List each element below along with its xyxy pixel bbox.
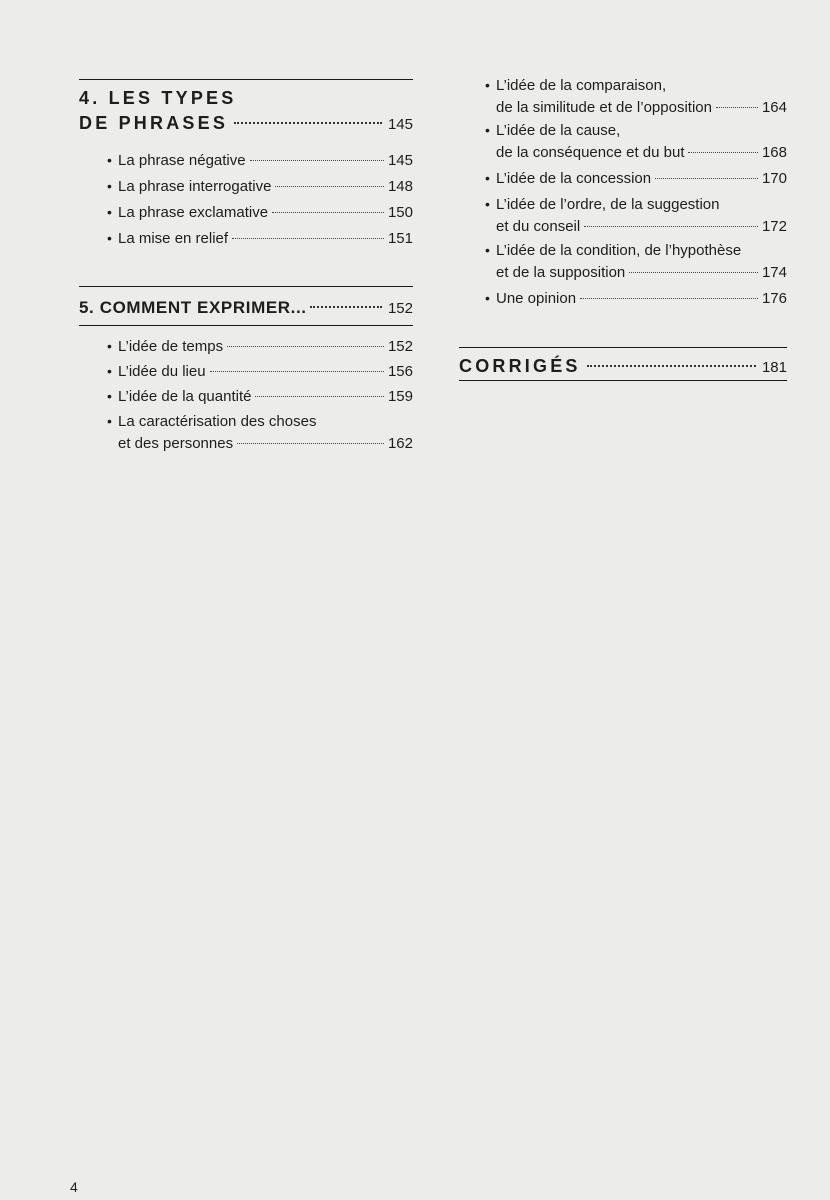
entry-text: La phrase exclamative [118,204,269,221]
toc-entry[interactable] [485,239,787,284]
dot-leader [255,396,384,397]
corriges-title: CORRIGÉS [459,356,581,376]
bullet: • [107,178,112,194]
section-4-heading[interactable] [79,86,413,137]
entry-text: L’idée de la quantité [118,388,252,405]
entry-page: 145 [387,152,413,169]
section-5-heading[interactable] [79,295,413,321]
corriges-heading[interactable] [459,354,787,380]
bullet: • [485,122,490,138]
bullet: • [107,230,112,246]
entry-page: 170 [761,170,787,187]
dot-leader [580,298,758,299]
dot-leader [716,107,758,108]
entry-text: de la similitude et de l’opposition [496,99,712,116]
bullet: • [107,388,112,404]
toc-entry[interactable] [485,167,787,190]
dot-leader [210,371,384,372]
section-rule [459,380,787,381]
dot-leader [272,212,384,213]
dot-leader [234,122,382,124]
section-4-title-line1: 4. LES TYPES [79,88,237,108]
bullet: • [485,196,490,212]
dot-leader [250,160,384,161]
entry-page: 162 [387,435,413,452]
bullet: • [485,242,490,258]
entry-text: La mise en relief [118,230,229,247]
toc-entry[interactable] [107,227,413,250]
section-rule [79,325,413,326]
toc-entry[interactable] [107,175,413,198]
entry-text: L’idée du lieu [118,363,206,380]
dot-leader [232,238,384,239]
entry-text: de la conséquence et du but [496,144,685,161]
bullet: • [107,413,112,429]
entry-text: L’idée de la cause, [496,122,621,139]
entry-text: L’idée de l’ordre, de la suggestion [496,196,720,213]
entry-page: 172 [761,218,787,235]
section-4-title-line2: DE PHRASES [79,113,229,133]
entry-text: La caractérisation des choses [118,413,317,430]
entry-text: et de la supposition [496,264,626,281]
dot-leader [655,178,758,179]
toc-entry[interactable] [107,149,413,172]
toc-entry[interactable] [107,335,413,358]
dot-leader [629,272,758,273]
dot-leader [688,152,757,153]
entry-page: 148 [387,178,413,195]
toc-entry[interactable] [485,74,787,119]
entry-page: 168 [761,144,787,161]
entry-text: et des personnes [118,435,234,452]
dot-leader [237,443,384,444]
section-rule [79,79,413,80]
toc-entry[interactable] [485,287,787,310]
entry-text: L’idée de la condition, de l’hypothèse [496,242,742,259]
entry-text: L’idée de la comparaison, [496,77,667,94]
entry-page: 174 [761,264,787,281]
section-5-title: 5. COMMENT EXPRIMER... [79,298,307,317]
bullet: • [107,204,112,220]
dot-leader [227,346,384,347]
entry-page: 176 [761,290,787,307]
entry-text: La phrase négative [118,152,246,169]
entry-text: Une opinion [496,290,577,307]
page-number: 4 [70,1179,78,1195]
bullet: • [485,290,490,306]
bullet: • [485,170,490,186]
entry-text: La phrase interrogative [118,178,272,195]
section-4-page: 145 [387,116,413,133]
section-5-page: 152 [387,300,413,317]
toc-entry[interactable] [107,410,413,455]
entry-text: L’idée de la concession [496,170,652,187]
entry-page: 152 [387,338,413,355]
toc-entry[interactable] [485,193,787,238]
dot-leader [310,306,382,308]
entry-page: 156 [387,363,413,380]
entry-page: 164 [761,99,787,116]
dot-leader [275,186,384,187]
entry-page: 159 [387,388,413,405]
toc-entry[interactable] [107,385,413,408]
entry-page: 151 [387,230,413,247]
toc-entry[interactable] [107,201,413,224]
entry-text: L’idée de temps [118,338,224,355]
section-rule [79,286,413,287]
bullet: • [107,152,112,168]
bullet: • [485,77,490,93]
section-rule [459,347,787,348]
entry-page: 150 [387,204,413,221]
toc-entry[interactable] [485,119,787,164]
corriges-page: 181 [761,359,787,376]
bullet: • [107,338,112,354]
entry-text: et du conseil [496,218,581,235]
dot-leader [584,226,758,227]
bullet: • [107,363,112,379]
toc-entry[interactable] [107,360,413,383]
dot-leader [587,365,756,367]
